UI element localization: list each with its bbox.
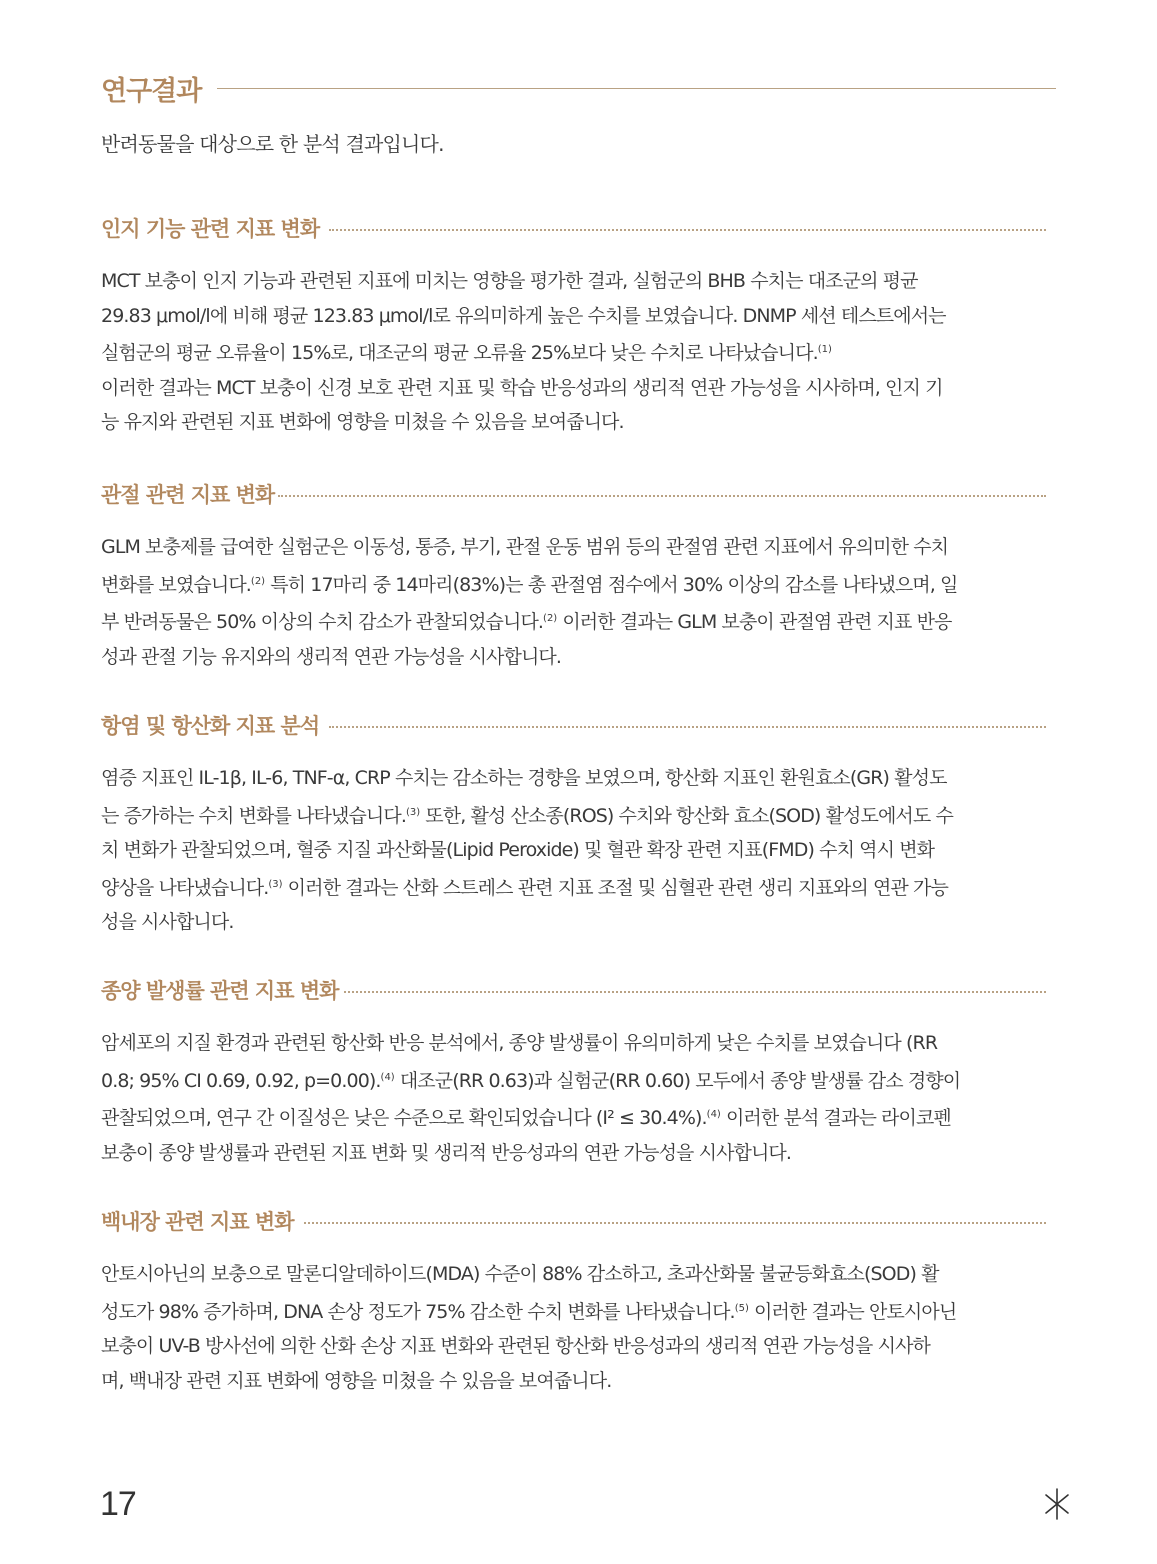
body-text: 관찰되었으며, 연구 간 이질성은 낮은 수준으로 확인되었습니다 (I² ≤ 30.4%). [101,1107,707,1129]
section-heading: 항염 및 항산화 지표 분석 [101,714,320,738]
body-line: GLM 보충제를 급여한 실험군은 이동성, 통증, 부기, 관절 운동 범위 등의 관절염 관련 지표에서 유의미한 수치 [101,536,949,558]
body-line: 능 유지와 관련된 지표 변화에 영향을 미쳤을 수 있음을 보여줍니다. [101,411,624,433]
body-line [101,565,1056,603]
body-line [101,1098,1056,1136]
body-text: 이러한 결과는 안토시아닌 [748,1300,957,1323]
intro-text: 반려동물을 대상으로 한 분석 결과입니다. [101,132,444,156]
section-body [101,530,1056,674]
page-number: 17 [100,1485,136,1523]
body-text: 는 증가하는 수치 변화를 나타냈습니다. [101,804,406,827]
body-line [101,868,1056,906]
body-text: 이러한 결과는 GLM 보충이 관절염 관련 지표 반응 [557,611,952,633]
body-line: 암세포의 지질 환경과 관련된 항산화 반응 분석에서, 종양 발생률이 유의미하게 낮은 수치를 보였습니다 (RR [101,1032,938,1054]
body-line: 보충이 종양 발생률과 관련된 지표 변화 및 생리적 반응성과의 연관 가능성을 시사합니다. [101,1141,792,1164]
body-text: 이러한 분석 결과는 라이코펜 [720,1107,951,1129]
body-text: 실험군의 평균 오류율이 15%로, 대조군의 평균 오류율 25%보다 낮은 수치로 나타났습니다. [101,342,818,364]
body-line [101,1061,1056,1099]
reference-mark: (5) [734,1302,749,1314]
body-text: 부 반려동물은 50% 이상의 수치 감소가 관찰되었습니다. [101,611,544,633]
body-line: 며, 백내장 관련 지표 변화에 영향을 미쳤을 수 있음을 보여줍니다. [101,1369,612,1392]
reference-mark: (4) [380,1071,395,1083]
body-text: 0.8; 95% CI 0.69, 0.92, p=0.00). [101,1069,381,1092]
body-line: 성을 시사합니다. [101,911,234,933]
body-line: 치 변화가 관찰되었으며, 혈중 지질 과산화물(Lipid Peroxide) 및 혈관 확장 관련 지표(FMD) 수치 역시 변화 [101,839,935,861]
section-body [101,264,1056,440]
body-line: 안토시아닌의 보충으로 말론디알데하이드(MDA) 수준이 88% 감소하고, 초과산화물 불균등화효소(SOD) 활 [101,1263,939,1285]
reference-mark: (3) [268,878,283,890]
dotted-rule [278,495,1046,497]
reference-mark: (4) [706,1109,721,1120]
section-heading-row [101,708,1056,742]
body-line: 이러한 결과는 MCT 보충이 신경 보호 관련 지표 및 학습 반응성과의 생리적 연관 가능성을 시사하며, 인지 기 [101,376,943,399]
section-tumor [101,973,1056,1170]
section-cataract [101,1204,1056,1398]
dotted-rule [344,991,1046,993]
reference-mark: (2) [250,575,266,587]
asterisk-star-icon [1041,1488,1073,1520]
section-heading-row [101,973,1056,1007]
body-text: 양상을 나타냈습니다. [101,876,269,899]
body-line [101,602,1056,640]
body-text: 대조군(RR 0.63)과 실험군(RR 0.60) 모두에서 종양 발생률 감소 경향이 [394,1069,961,1092]
section-heading: 관절 관련 지표 변화 [101,483,275,507]
dotted-rule [329,229,1046,231]
section-heading-row [101,1204,1056,1238]
body-line [101,796,1056,834]
section-heading-row [101,477,1056,511]
page-title: 연구결과 [101,75,202,107]
title-rule [217,88,1056,89]
body-text: 특히 17마리 중 14마리(83%)는 총 관절염 점수에서 30% 이상의 감소를 나타냈으며, 일 [265,573,958,596]
main-title-row [101,68,1056,108]
reference-mark: (3) [405,806,421,818]
dotted-rule [329,726,1046,728]
section-joint [101,477,1056,674]
section-heading-row [101,211,1056,245]
reference-mark: (2) [543,613,558,624]
dotted-rule [304,1222,1046,1224]
body-line [101,333,1056,371]
body-text: 성도가 98% 증가하며, DNA 손상 정도가 75% 감소한 수치 변화를 나타냈습니다. [101,1300,735,1323]
body-line: 성과 관절 기능 유지와의 생리적 연관 가능성을 시사합니다. [101,645,562,668]
body-line [101,1292,1056,1330]
section-body [101,761,1056,940]
body-line: 29.83 μmol/l에 비해 평균 123.83 μmol/l로 유의미하게 높은 수치를 보였습니다. DNMP 세션 테스트에서는 [101,304,946,327]
section-cognitive [101,211,1056,440]
body-line: 염증 지표인 IL-1β, IL-6, TNF-α, CRP 수치는 감소하는 경향을 보였으며, 항산화 지표인 환원효소(GR) 활성도 [101,767,947,789]
section-anti-inflammatory [101,708,1056,940]
body-text: 변화를 보였습니다. [101,573,251,596]
section-body [101,1257,1056,1398]
section-heading: 인지 기능 관련 지표 변화 [101,217,320,241]
section-heading: 종양 발생률 관련 지표 변화 [101,979,339,1003]
section-heading: 백내장 관련 지표 변화 [101,1210,294,1234]
reference-mark: (1) [817,344,832,355]
body-text: 또한, 활성 산소종(ROS) 수치와 항산화 효소(SOD) 활성도에서도 수 [420,804,953,827]
body-line: MCT 보충이 인지 기능과 관련된 지표에 미치는 영향을 평가한 결과, 실험군의 BHB 수치는 대조군의 평균 [101,270,918,292]
section-body [101,1026,1056,1170]
body-line: 보충이 UV-B 방사선에 의한 산화 손상 지표 변화와 관련된 항산화 반응성과의 생리적 연관 가능성을 시사하 [101,1335,930,1357]
body-text: 이러한 결과는 산화 스트레스 관련 지표 조절 및 심혈관 관련 생리 지표와의 연관 가능 [282,876,948,899]
